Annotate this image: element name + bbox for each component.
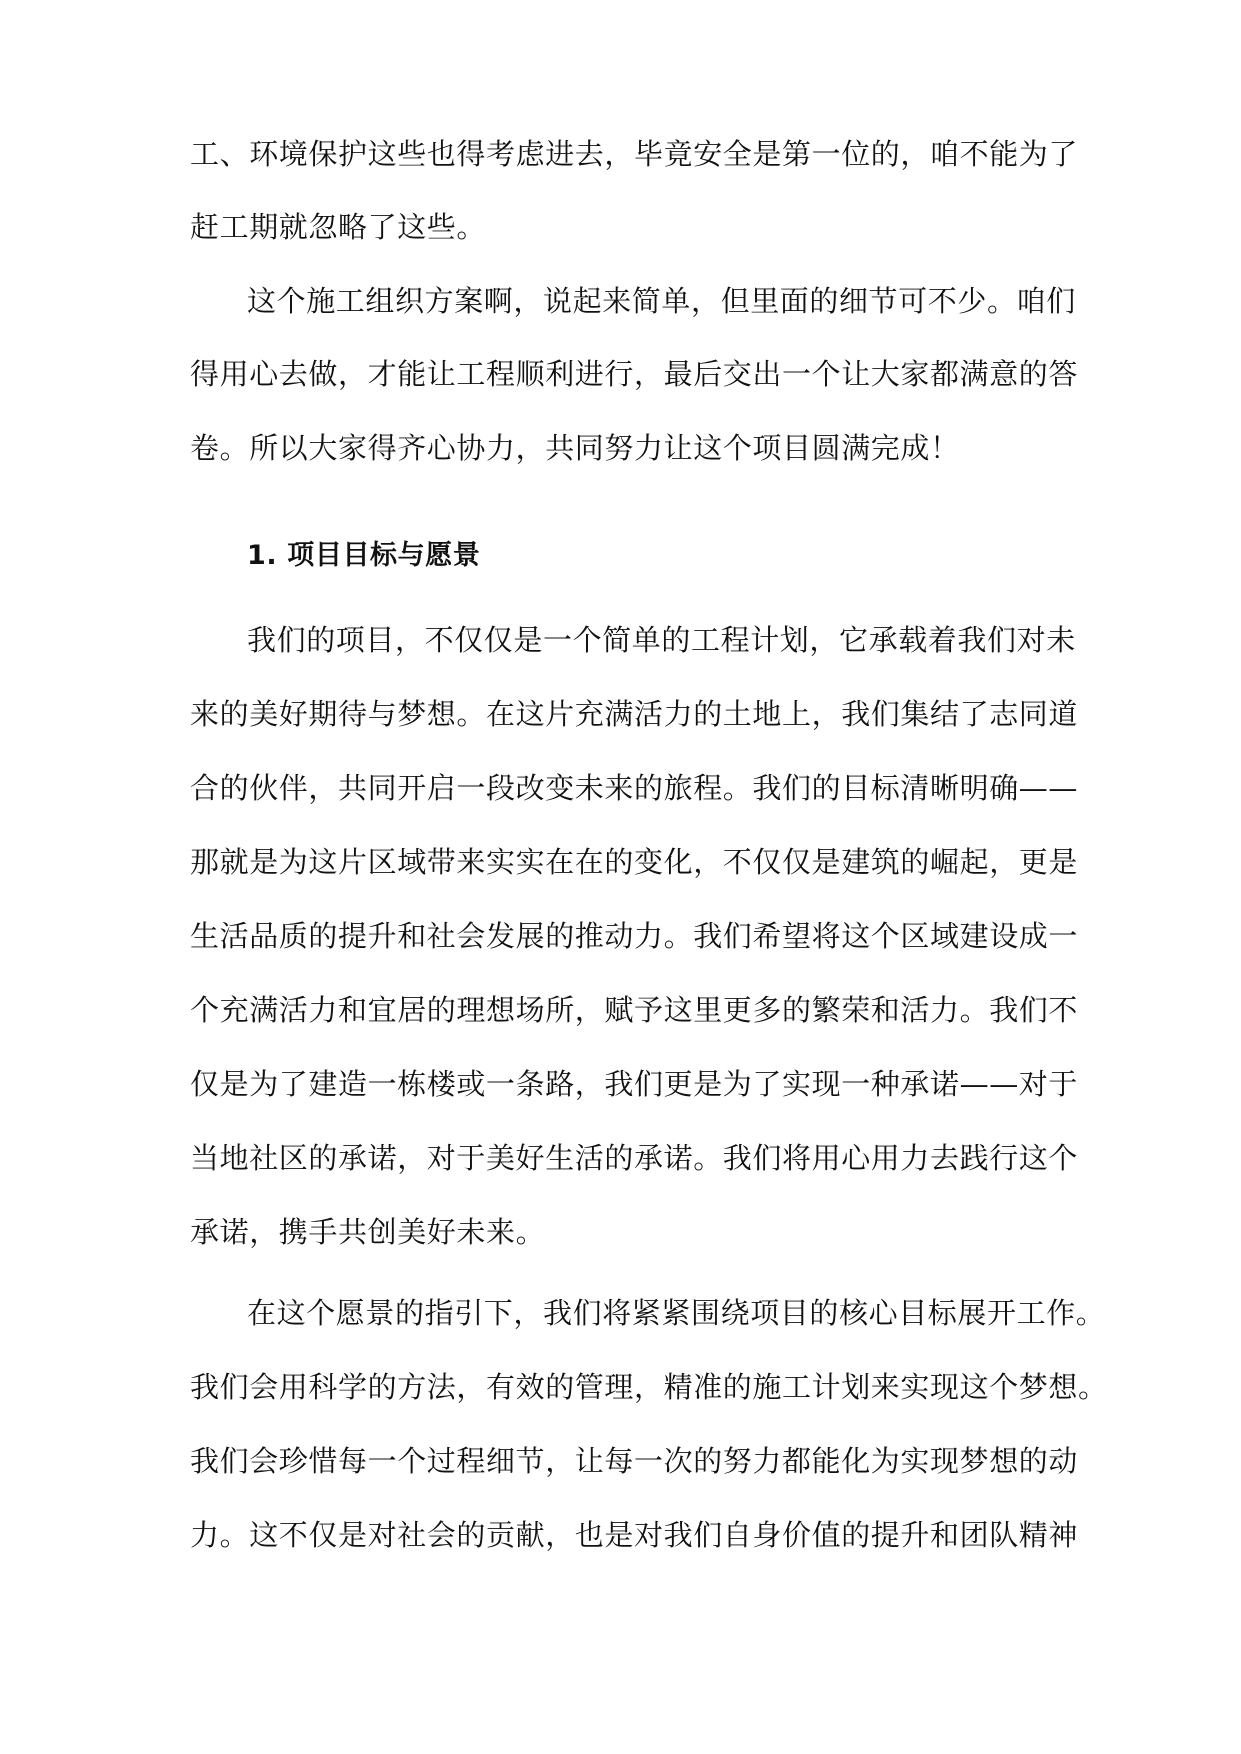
- text-line: 承诺，携手共创美好未来。: [190, 1215, 546, 1249]
- text-line: 我们会用科学的方法，有效的管理，精准的施工计划来实现这个梦想。: [190, 1370, 1108, 1404]
- text-line: 个充满活力和宜居的理想场所，赋予这里更多的繁荣和活力。我们不: [190, 993, 1079, 1027]
- section-heading: 1. 项目目标与愿景: [247, 540, 481, 571]
- text-line: 我们会珍惜每一个过程细节，让每一次的努力都能化为实现梦想的动: [190, 1444, 1079, 1478]
- text-line: 仅是为了建造一栋楼或一条路，我们更是为了实现一种承诺——对于: [190, 1067, 1079, 1101]
- text-line: 我们的项目，不仅仅是一个简单的工程计划，它承载着我们对未: [247, 623, 1076, 657]
- text-line: 那就是为这片区域带来实实在在的变化，不仅仅是建筑的崛起，更是: [190, 845, 1079, 879]
- text-line: 卷。所以大家得齐心协力，共同努力让这个项目圆满完成！: [190, 431, 960, 465]
- text-line: 当地社区的承诺，对于美好生活的承诺。我们将用心用力去践行这个: [190, 1141, 1079, 1175]
- text-line: 得用心去做，才能让工程顺利进行，最后交出一个让大家都满意的答: [190, 357, 1079, 391]
- text-line: 赶工期就忽略了这些。: [190, 210, 487, 244]
- text-line: 来的美好期待与梦想。在这片充满活力的土地上，我们集结了志同道: [190, 697, 1079, 731]
- text-line: 工、环境保护这些也得考虑进去，毕竟安全是第一位的，咱不能为了: [190, 137, 1079, 171]
- text-line: 在这个愿景的指引下，我们将紧紧围绕项目的核心目标展开工作。: [247, 1296, 1106, 1330]
- text-line: 这个施工组织方案啊，说起来简单，但里面的细节可不少。咱们: [247, 284, 1076, 318]
- text-line: 生活品质的提升和社会发展的推动力。我们希望将这个区域建设成一: [190, 919, 1079, 953]
- text-line: 力。这不仅是对社会的贡献，也是对我们自身价值的提升和团队精神: [190, 1518, 1079, 1552]
- text-line: 合的伙伴，共同开启一段改变未来的旅程。我们的目标清晰明确——: [190, 771, 1079, 805]
